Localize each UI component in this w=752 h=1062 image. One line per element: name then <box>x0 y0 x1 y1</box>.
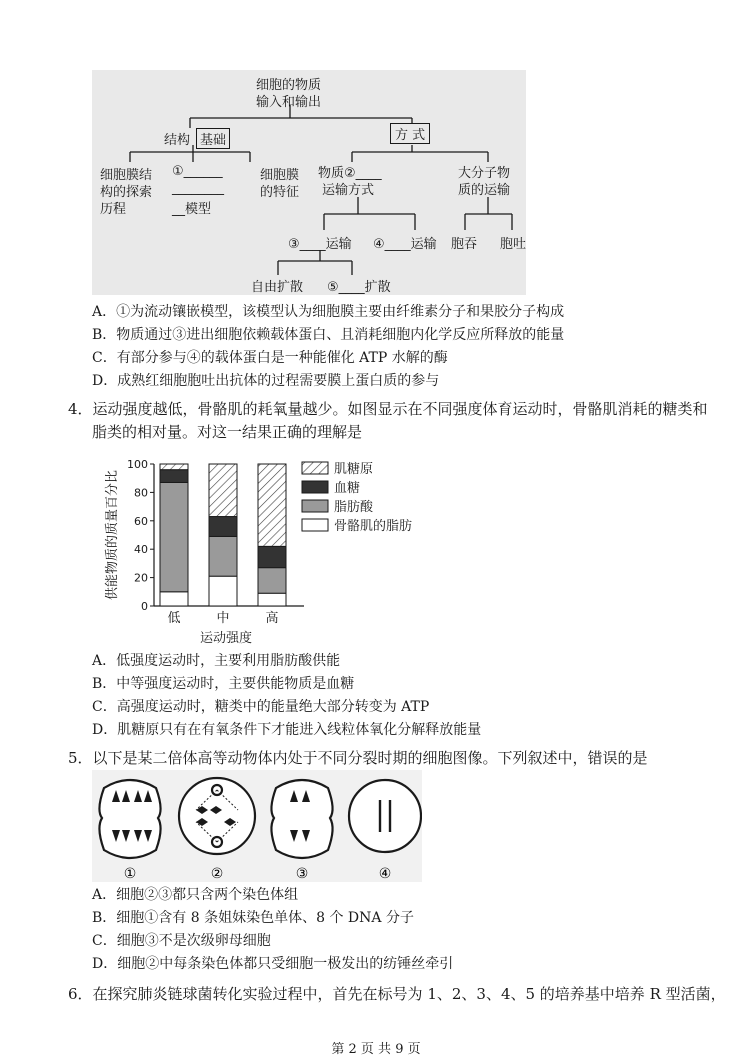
membrane-feature-l2: 的特征 <box>260 185 300 200</box>
transport-3: ③____运输 <box>288 237 352 252</box>
stacked-bar-chart <box>96 450 436 646</box>
cell-3 <box>271 780 332 858</box>
legend-swatch <box>302 500 328 512</box>
basis-box: 基础 <box>196 128 230 149</box>
membrane-history-l2: 构的探索 <box>100 185 153 200</box>
bar-segment <box>209 576 237 606</box>
material-transport-l2: 运输方式 <box>322 183 375 198</box>
cell-label-4: ④ <box>378 866 392 882</box>
q5-stem: 5．以下是某二倍体高等动物体内处于不同分裂时期的细胞图像。下列叙述中，错误的是 <box>68 749 648 767</box>
diffusion-5: ⑤____扩散 <box>327 280 391 295</box>
q4-stem-line2: 脂类的相对量。对这一结果正确的理解是 <box>92 423 363 441</box>
root-line1: 细胞的物质 <box>256 78 322 93</box>
blank1-suffix: __模型 <box>172 202 212 217</box>
membrane-feature-l1: 细胞膜 <box>260 168 300 183</box>
membrane-history-l1: 细胞膜结 <box>100 168 153 183</box>
blank1-prefix: ①______ <box>172 164 223 179</box>
cell-label-1: ① <box>123 866 137 882</box>
cell-1 <box>99 780 160 858</box>
macro-transport-l2: 质的运输 <box>458 183 511 198</box>
q3-option-a: A．①为流动镶嵌模型，该模型认为细胞膜主要由纤维素分子和果胶分子构成 <box>92 304 565 320</box>
membrane-history-l3: 历程 <box>100 202 127 217</box>
blank1-line2: ________ <box>172 181 224 196</box>
page-footer: 第 2 页 共 9 页 <box>331 1042 421 1057</box>
material-transport-l1: 物质②____ <box>318 166 382 181</box>
legend-swatch <box>302 462 328 474</box>
bar-segment <box>258 593 286 606</box>
q5-option-c: C．细胞③不是次级卵母细胞 <box>92 933 271 949</box>
q5-option-b: B．细胞①含有 8 条姐妹染色单体、8 个 DNA 分子 <box>92 910 414 926</box>
y-tick-label: 0 <box>141 600 148 613</box>
legend-label: 脂肪酸 <box>334 500 374 515</box>
cell-division-figure <box>92 770 422 882</box>
legend-swatch <box>302 481 328 493</box>
legend-label: 血糖 <box>334 481 361 496</box>
q3-option-c: C．有部分参与④的载体蛋白是一种能催化 ATP 水解的酶 <box>92 350 448 366</box>
q4-option-a: A．低强度运动时，主要利用脂肪酸供能 <box>92 653 341 669</box>
bar-segment <box>160 482 188 591</box>
cell-2 <box>179 778 255 854</box>
q4-option-d: D．肌糖原只有在有氧条件下才能进入线粒体氧化分解释放能量 <box>92 722 482 738</box>
y-tick-label: 40 <box>134 543 148 557</box>
q4-stem-line1: 4．运动强度越低，骨骼肌的耗氧量越少。如图显示在不同强度体育运动时，骨骼肌消耗的糖类和 <box>68 400 708 418</box>
q4-option-c: C．高强度运动时，糖类中的能量绝大部分转变为 ATP <box>92 699 430 715</box>
q3-option-d: D．成熟红细胞胞吐出抗体的过程需要膜上蛋白质的参与 <box>92 373 440 389</box>
y-tick-label: 100 <box>127 458 148 471</box>
x-axis-label: 运动强度 <box>199 631 253 646</box>
root-line2: 输入和输出 <box>256 95 322 110</box>
exocytosis-label: 胞吐 <box>500 237 527 252</box>
cell-label-2: ② <box>210 866 224 882</box>
legend-label: 肌糖原 <box>334 462 374 477</box>
q6-stem: 6．在探究肺炎链球菌转化实验过程中，首先在标号为 1、2、3、4、5 的培养基中培养 R 型活菌， <box>68 985 726 1003</box>
bar-segment <box>160 592 188 606</box>
cell-4 <box>349 780 421 852</box>
y-tick-label: 20 <box>134 571 148 585</box>
y-axis-label: 供能物质的质量百分比 <box>105 469 120 601</box>
bar-segment <box>160 470 188 483</box>
y-tick-label: 80 <box>134 486 148 500</box>
free-diffusion-label: 自由扩散 <box>251 280 304 295</box>
endocytosis-label: 胞吞 <box>451 237 478 252</box>
x-tick-label: 低 <box>167 611 181 626</box>
bar-segment <box>258 568 286 594</box>
concept-map-lines <box>0 0 752 300</box>
transport-4: ④____运输 <box>373 237 437 252</box>
bar-segment <box>160 464 188 470</box>
bar-segment <box>209 517 237 537</box>
legend-swatch <box>302 519 328 531</box>
x-tick-label: 高 <box>265 611 279 626</box>
q5-option-d: D．细胞②中每条染色体都只受细胞一极发出的纺锤丝牵引 <box>92 956 454 972</box>
q5-option-a: A．细胞②③都只含两个染色体组 <box>92 887 299 903</box>
bar-segment <box>258 464 286 546</box>
bar-segment <box>209 464 237 517</box>
q4-option-b: B．中等强度运动时，主要供能物质是血糖 <box>92 676 355 692</box>
x-tick-label: 中 <box>216 611 230 626</box>
q3-option-b: B．物质通过③进出细胞依赖载体蛋白、且消耗细胞内化学反应所释放的能量 <box>92 327 565 343</box>
structure-label: 结构 <box>164 133 191 148</box>
y-tick-label: 60 <box>134 514 148 528</box>
bar-segment <box>209 536 237 576</box>
bar-segment <box>258 546 286 567</box>
cell-label-3: ③ <box>295 866 309 882</box>
method-box: 方 式 <box>390 123 430 144</box>
legend-label: 骨骼肌的脂肪 <box>334 519 413 534</box>
macro-transport-l1: 大分子物 <box>458 166 511 181</box>
